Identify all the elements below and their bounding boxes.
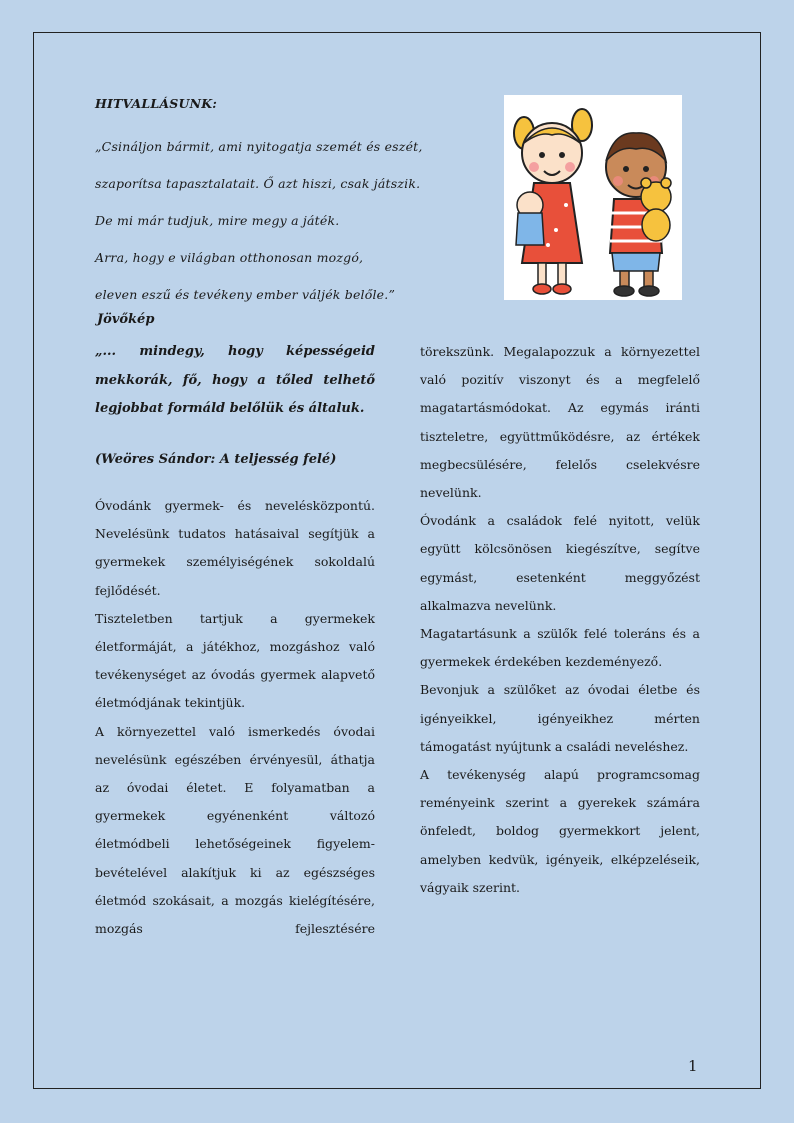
creed-heading: HITVALLÁSUNK:: [95, 96, 218, 111]
vision-quote: „... mindegy, hogy képességeid mekkorák, fő, hogy a tőled telhető legjobbat formáld belőlük és általuk.: [95, 344, 375, 416]
left-text-column: [95, 492, 375, 943]
paragraph: Magatartásunk a szülők felé toleráns és a gyermekek érdekében kezdeményező.: [420, 626, 700, 670]
paragraph: Tiszteletben tartjuk a gyermekek életformáját, a játékhoz, mozgáshoz való tevékenységet az óvodás gyermek alapvető életmódjának tekintjük.: [95, 610, 375, 711]
creed-line: De mi már tudjuk, mire megy a játék.: [95, 213, 340, 228]
paragraph: A környezettel való ismerkedés óvodai nevelésünk egészében érvényesül, áthatja az óvodai életet. E folyamatban a gyermekek egyénenként változó életmódbeli lehetőségeinek figyelem-bevételével alakítjuk ki az egészséges életmód szokásait, a mozgás kielégítésére, mozgás fejlesztésére: [95, 723, 375, 937]
creed-line: „Csináljon bármit, ami nyitogatja szemét és eszét,: [95, 139, 423, 154]
paragraph: Bevonjuk a szülőket az óvodai életbe és igényeikkel, igényeikhez mérten támogatást nyújtunk a családi neveléshez.: [420, 682, 700, 754]
paragraph: A tevékenység alapú programcsomag reményeink szerint a gyerekek számára önfeledt, boldog gyermekkort jelent, amelyben kedvük, igényeik, elképzeléseik, vágyaik szerint.: [420, 767, 700, 895]
quote-citation: (Weöres Sándor: A teljesség felé): [95, 452, 337, 467]
page-number: 1: [688, 1057, 698, 1075]
creed-line: szaporítsa tapasztalatait. Ő azt hiszi, csak játszik.: [95, 176, 421, 191]
vision-title: Jövőkép: [97, 312, 155, 327]
right-text-column: [420, 338, 700, 902]
creed-line: Arra, hogy e világban otthonosan mozgó,: [95, 250, 364, 265]
children-illustration: [504, 95, 682, 300]
paragraph: Óvodánk gyermek- és nevelésközpontú. Nevelésünk tudatos hatásaival segítjük a gyermekek személyiségének sokoldalú fejlődését.: [95, 498, 375, 598]
paragraph: Óvodánk a családok felé nyitott, velük együtt kölcsönösen kiegészítve, segítve egymást, esetenként meggyőzést alkalmazva nevelünk.: [420, 513, 700, 613]
paragraph: törekszünk. Megalapozzuk a környezettel való pozitív viszonyt és a megfelelő magatartásmódokat. Az egymás iránti tiszteletre, együttműködésre, az értékek megbecsülésére, felelős cselekvésre nevelünk.: [420, 344, 700, 501]
creed-block: [95, 94, 475, 313]
creed-line: eleven eszű és tevékeny ember váljék belőle.”: [95, 287, 396, 302]
